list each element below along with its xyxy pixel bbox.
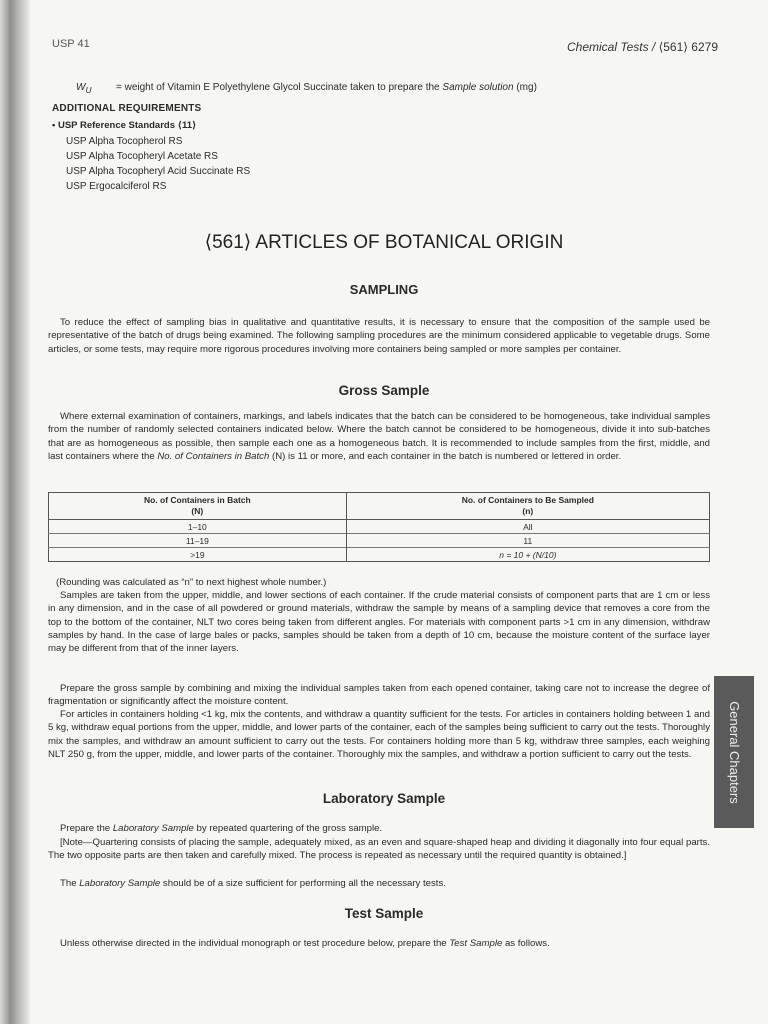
table-header-containers-in-batch: No. of Containers in Batch (N) — [49, 493, 347, 520]
laboratory-sample-para-1: Prepare the Laboratory Sample by repeated quartering of the gross sample. — [60, 823, 383, 834]
subsection-title-test-sample: Test Sample — [344, 906, 424, 921]
quartering-note: [Note—Quartering consists of placing the sample, adequately mixed, as an even and square-shaped heap and dividing it diagonally into four equal parts. The two opposite parts are then taken and carefully mixed. The process is repeated as necessary until the required quantity is obtained.] — [48, 837, 710, 862]
gross-sample-para-1: Where external examination of containers, markings, and labels indicates that the batch can be considered to be homogeneous, take individual samples from the number of randomly selected containers indicated below. Where the batch cannot be considered to be homogeneous, divide it into sub-batches that are as homogeneous as possible, then sample each one as a homogeneous batch. It is recommended to include samples from the first, middle, and last containers where the No. of Containers in Batch (N) is 11 or more, and each container in the batch is numbered or lettered in order. — [48, 411, 710, 462]
additional-requirements-heading: ADDITIONAL REQUIREMENTS — [52, 103, 202, 114]
table-row: >19 n = 10 + (N/10) — [49, 548, 710, 562]
sampling-intro: To reduce the effect of sampling bias in qualitative and quantitative results, it is necessary to ensure that the composition of the sample used be representative of the batch of drugs being examined. The following sampling procedures are the minimum considered applicable to vegetable drugs. Some articles, or some tests, may require more rigorous procedures involving more containers being sampled or more samples per container. — [48, 317, 710, 355]
laboratory-sample-para-2: The Laboratory Sample should be of a size sufficient for performing all the necessary tests. — [60, 878, 446, 889]
list-item: USP Alpha Tocopheryl Acetate RS — [66, 151, 218, 162]
variable-symbol: $W_U$ — [76, 82, 92, 95]
table-row: 11–19 11 — [49, 534, 710, 548]
gross-sample-para-2: Samples are taken from the upper, middle, and lower sections of each container. If the crude material consists of component parts that are 1 cm or less in any dimension, and in the case of all powdered or ground materials, withdraw the sample by means of a sampling device that removes a core from the top to the bottom of the container, NLT two cores being taken from different angles. For materials with component parts >1 cm in any dimension, withdraw samples by hand. In the case of large bales or packs, samples should be taken from a depth of 10 cm, because the moisture content of the surface layer may be different from that of the inner layers. — [48, 590, 710, 655]
table-row: 1–10 All — [49, 520, 710, 534]
sampling-table — [48, 492, 710, 562]
running-header-right: Chemical Tests / ⟨561⟩ 6279 — [566, 40, 718, 54]
reference-standards-heading: • USP Reference Standards ⟨11⟩ — [52, 120, 197, 131]
chapter-title: ⟨561⟩ ARTICLES OF BOTANICAL ORIGIN — [204, 232, 564, 253]
list-item: USP Ergocalciferol RS — [66, 181, 167, 192]
subsection-title-gross-sample: Gross Sample — [338, 383, 430, 398]
running-header-left: USP 41 — [52, 38, 90, 50]
gross-sample-para-3: Prepare the gross sample by combining and mixing the individual samples taken from each opened container, taking care not to increase the degree of fragmentation or significantly affect the moisture content. — [48, 683, 710, 708]
subsection-title-laboratory-sample: Laboratory Sample — [322, 791, 446, 806]
table-header-containers-sampled: No. of Containers to Be Sampled (n) — [346, 493, 709, 520]
rounding-note: (Rounding was calculated as “n” to next highest whole number.) — [56, 577, 327, 588]
variable-definition: $W_U$ = weight of Vitamin E Polyethylene Glycol Succinate taken to prepare the Sample solution (mg) — [76, 82, 537, 95]
test-sample-para-1: Unless otherwise directed in the individual monograph or test procedure below, prepare the Test Sample as follows. — [60, 938, 550, 949]
reference-standards-list — [66, 134, 250, 194]
list-item: USP Alpha Tocopherol RS — [66, 136, 183, 147]
list-item: USP Alpha Tocopheryl Acid Succinate RS — [66, 166, 251, 177]
general-chapters-side-tab: General Chapters — [714, 676, 754, 828]
gross-sample-para-4: For articles in containers holding <1 kg, mix the contents, and withdraw a quantity sufficient for the tests. For articles in containers holding between 1 and 5 kg, withdraw equal portions from the upper, middle, and lower parts of the container, each of the samples being sufficient to carry out the tests. Thoroughly mix the samples, and withdraw an amount sufficient to carry out the tests. For containers holding more than 5 kg, withdraw three samples, each weighing NLT 250 g, from the upper, middle, and lower parts of the container. Thoroughly mix the samples, and withdraw a portion sufficient to carry out the tests. — [48, 709, 710, 760]
section-title-sampling: SAMPLING — [349, 282, 419, 297]
